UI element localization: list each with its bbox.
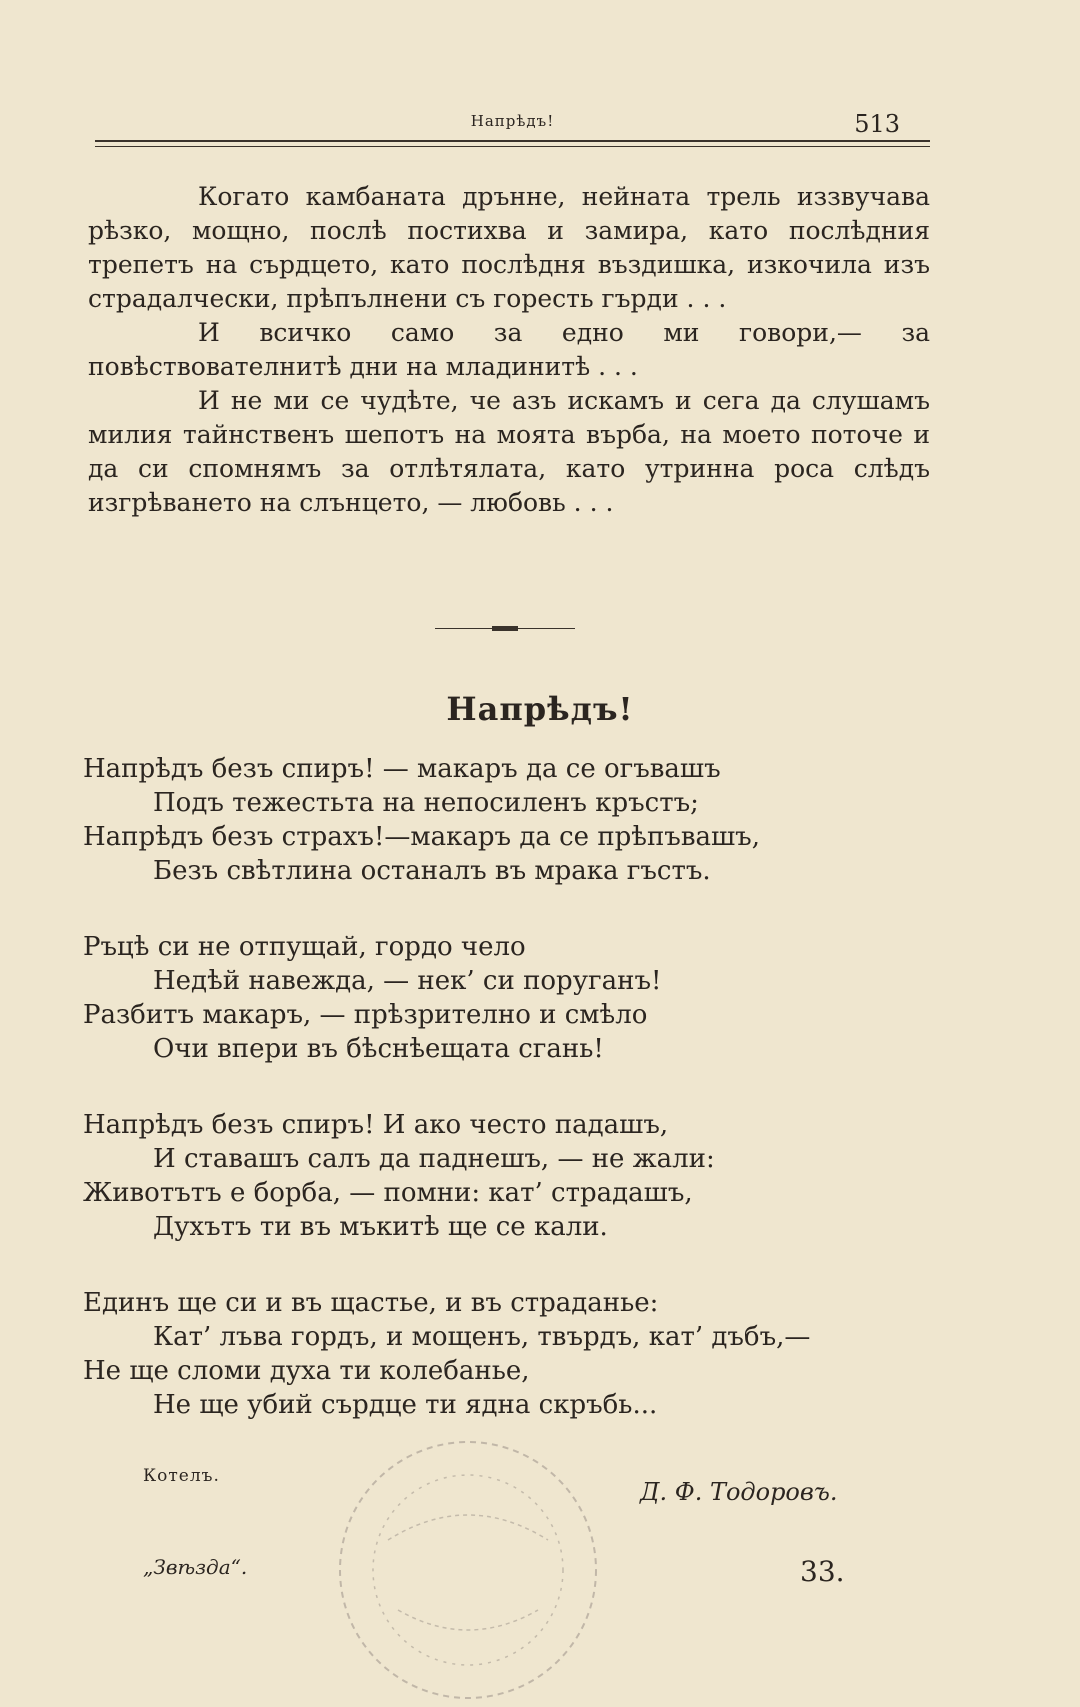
- verse-line: Разбитъ макаръ, — прѣзрително и смѣло: [83, 1000, 648, 1030]
- verse-line: Не ще убий сърдце ти ядна скръбь...: [153, 1390, 658, 1420]
- header-rule: [95, 140, 930, 142]
- page-number: 513: [854, 110, 900, 138]
- verse-line: Ръцѣ си не отпущай, гордо чело: [83, 932, 526, 962]
- verse-line: И ставашъ салъ да паднешъ, — не жали:: [153, 1144, 715, 1174]
- prose-paragraph: Когато камбаната дрънне, нейната трель иззвучава рѣзко, мощно, послѣ постихва и замира, като послѣдния трепетъ на сърдцето, като послѣдня въздишка, изкочила изъ страдалчески, прѣпълнени съ горесть гърди . . .: [88, 182, 930, 313]
- place-note: Котелъ.: [143, 1466, 220, 1486]
- author-name: Д. Ф. Тодоровъ.: [640, 1478, 838, 1506]
- prose-section: [88, 180, 930, 520]
- verse-line: Напрѣдъ безъ страхъ!—макаръ да се прѣпъвашъ,: [83, 822, 760, 852]
- verse-line: Животътъ е борба, — помни: кат’ страдашъ,: [83, 1178, 693, 1208]
- signature-mark: 33.: [800, 1555, 845, 1588]
- verse-line: Безъ свѣтлина останалъ въ мрака гъстъ.: [153, 856, 711, 886]
- prose-paragraph: И не ми се чудѣте, че азъ искамъ и сега да слушамъ милия тайнственъ шепотъ на моята върба, на моето поточе и да си спомнямъ за отлѣтялата, като утринна роса слѣдъ изгрѣването на слънцето, — любовь . . .: [88, 386, 930, 517]
- verse-line: Напрѣдъ безъ спиръ! — макаръ да се огъвашъ: [83, 754, 721, 784]
- running-title: Напрѣдъ!: [470, 112, 555, 130]
- verse-line: Подъ тежестьта на непосиленъ кръстъ;: [153, 788, 699, 818]
- prose-paragraph: И всичко само за едно ми говори,— за повѣствователнитѣ дни на младинитѣ . . .: [88, 318, 930, 381]
- header-rule-thin: [95, 146, 930, 147]
- verse-line: Единъ ще си и въ щастье, и въ страданье:: [83, 1288, 659, 1318]
- verse-line: Напрѣдъ безъ спиръ! И ако често падашъ,: [83, 1110, 669, 1140]
- verse-line: Недѣй навежда, — нек’ си поруганъ!: [153, 966, 662, 996]
- stanza: [83, 1286, 923, 1422]
- divider-dash: [492, 626, 518, 631]
- poem-title: Напрѣдъ!: [446, 690, 634, 728]
- verse-line: Очи впери въ бѣснѣещата сгань!: [153, 1034, 604, 1064]
- verse-line: Духътъ ти въ мъкитѣ ще се кали.: [153, 1212, 608, 1242]
- stanza: [83, 752, 923, 888]
- library-stamp: [318, 1420, 618, 1707]
- verse-line: Не ще сломи духа ти колебанье,: [83, 1356, 530, 1386]
- poem-body: [83, 752, 923, 1464]
- stanza: [83, 1108, 923, 1244]
- verse-line: Кат’ лъва гордъ, и мощенъ, твърдъ, кат’ дъбъ,—: [153, 1322, 811, 1352]
- stanza: [83, 930, 923, 1066]
- section-divider: [435, 626, 575, 632]
- journal-name: „Звѣзда“.: [143, 1555, 248, 1579]
- page-header: [95, 108, 930, 138]
